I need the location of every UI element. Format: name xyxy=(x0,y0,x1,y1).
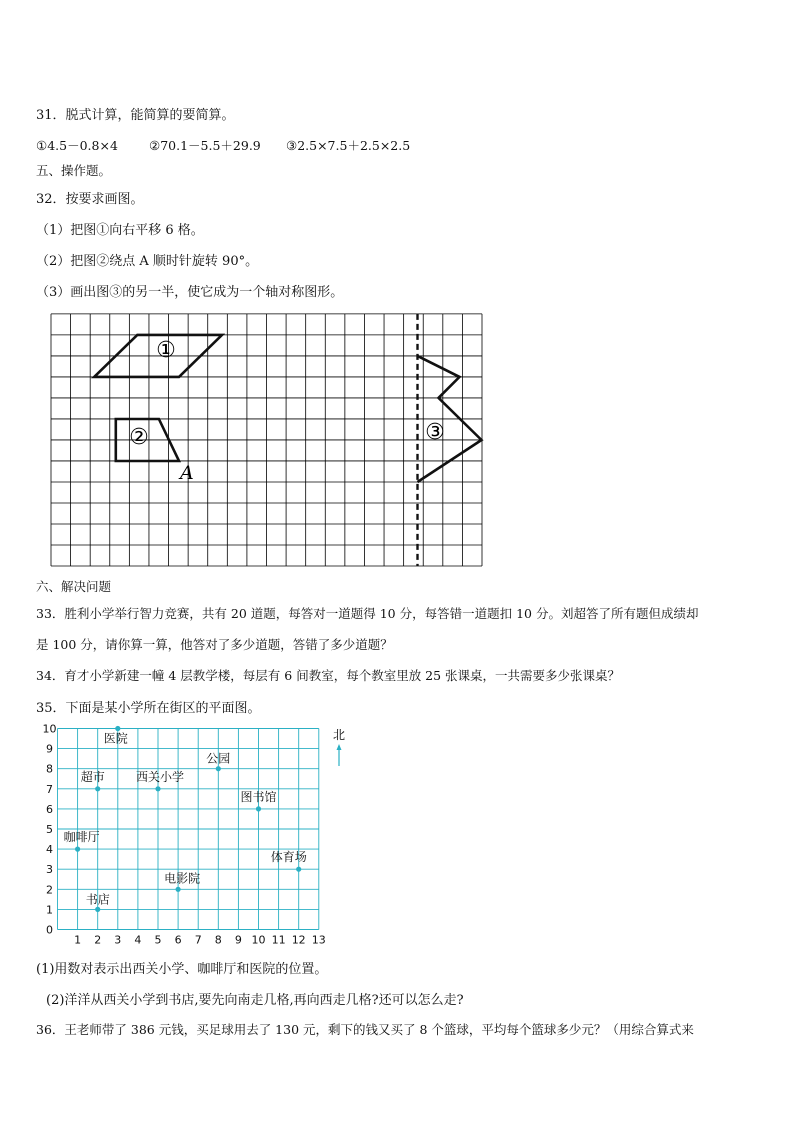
x-tick-label: 9 xyxy=(234,933,242,947)
north-label: 北 xyxy=(332,728,346,742)
point-a-label: A xyxy=(180,462,194,484)
x-tick-label: 7 xyxy=(194,933,202,947)
map-grid xyxy=(58,729,319,930)
place-dot xyxy=(115,726,120,731)
x-tick-label: 2 xyxy=(94,933,102,947)
section-6-heading: 六、解决问题 xyxy=(36,579,112,594)
place-dot xyxy=(256,806,261,811)
x-tick-label: 0 xyxy=(46,923,53,937)
y-tick-label: 4 xyxy=(46,843,53,857)
figure-3-label: ③ xyxy=(425,420,445,445)
x-tick-label: 11 xyxy=(271,933,286,947)
place-label: 书店 xyxy=(85,892,110,907)
q31-expression-3: ③2.5×7.5＋2.5×2.5 xyxy=(286,138,411,153)
north-arrow-head-icon xyxy=(337,744,342,750)
place-label: 体育场 xyxy=(270,850,307,865)
x-tick-label: 6 xyxy=(174,933,182,947)
q36-text: 36．王老师带了 386 元钱，买足球用去了 130 元，剩下的钱又买了 8 个篮球，平均每个篮球多少元？（用综合算式来 xyxy=(36,1022,694,1037)
square-grid xyxy=(51,314,482,566)
y-tick-label: 5 xyxy=(46,823,53,836)
y-tick-label: 9 xyxy=(46,742,53,756)
q33-line-1: 33．胜利小学举行智力竞赛，共有 20 道题，每答对一道题得 10 分，每答错一道题扣 10 分。刘超答了所有题但成绩却 xyxy=(36,606,699,621)
q31-title: 31．脱式计算，能简算的要简算。 xyxy=(36,108,235,123)
x-tick-label: 5 xyxy=(154,933,162,947)
q32-item-2: （2）把图②绕点 A 顺时针旋转 90°。 xyxy=(36,254,259,269)
place-dot xyxy=(216,766,221,771)
place-dot xyxy=(176,887,181,892)
figure-2-trapezoid xyxy=(116,419,179,461)
y-tick-label: 7 xyxy=(46,782,53,796)
q32-title: 32．按要求画图。 xyxy=(36,192,144,207)
place-label: 咖啡厅 xyxy=(63,830,100,845)
figure-2-label: ② xyxy=(129,425,149,450)
place-dot xyxy=(95,907,100,912)
figure-3-half xyxy=(418,356,482,482)
x-tick-label: 1 xyxy=(74,933,82,947)
map-axis-ticks xyxy=(43,723,326,947)
x-tick-label: 10 xyxy=(251,933,266,947)
q35-title: 35．下面是某小学所在街区的平面图。 xyxy=(36,701,261,716)
q34-text: 34．育才小学新建一幢 4 层教学楼，每层有 6 间教室，每个教室里放 25 张课桌，一共需要多少张课桌？ xyxy=(36,668,621,683)
map-places xyxy=(64,726,307,912)
q33-line-2: 是 100 分，请你算一算，他答对了多少道题，答错了多少道题？ xyxy=(36,637,393,652)
y-tick-label: 1 xyxy=(46,903,53,917)
q35-sub-2: (2)洋洋从西关小学到书店,要先向南走几格,再向西走几格?还可以怎么走? xyxy=(46,993,464,1008)
place-label: 超市 xyxy=(80,769,105,784)
x-tick-label: 8 xyxy=(214,933,222,947)
place-dot xyxy=(75,847,80,852)
x-tick-label: 12 xyxy=(291,933,306,947)
figure-1-parallelogram xyxy=(94,335,222,377)
section-5-heading: 五、操作题。 xyxy=(36,163,112,178)
q35-sub-1: (1)用数对表示出西关小学、咖啡厅和医院的位置。 xyxy=(36,962,328,977)
y-tick-label: 6 xyxy=(46,802,53,816)
q31-expression-1: ①4.5－0.8×4 xyxy=(36,138,118,153)
q32-item-3: （3）画出图③的另一半，使它成为一个轴对称图形。 xyxy=(36,285,344,300)
q31-expression-2: ②70.1－5.5＋29.9 xyxy=(149,138,261,153)
place-label: 医院 xyxy=(103,731,128,746)
place-label: 西关小学 xyxy=(136,769,185,784)
q32-item-1: （1）把图①向右平移 6 格。 xyxy=(36,223,204,238)
x-tick-label: 4 xyxy=(134,933,142,947)
place-dot xyxy=(155,786,160,791)
place-dot xyxy=(95,786,100,791)
y-tick-label: 2 xyxy=(46,883,53,897)
place-dot xyxy=(296,867,301,872)
y-tick-label: 3 xyxy=(46,863,53,877)
x-tick-label: 13 xyxy=(311,933,326,947)
place-label: 电影院 xyxy=(164,871,201,886)
place-label: 公园 xyxy=(206,751,231,766)
figure-1-label: ① xyxy=(156,338,176,363)
place-label: 图书馆 xyxy=(240,789,277,804)
x-tick-label: 3 xyxy=(114,933,122,947)
y-tick-label: 10 xyxy=(42,722,57,736)
y-tick-label: 8 xyxy=(46,762,53,776)
